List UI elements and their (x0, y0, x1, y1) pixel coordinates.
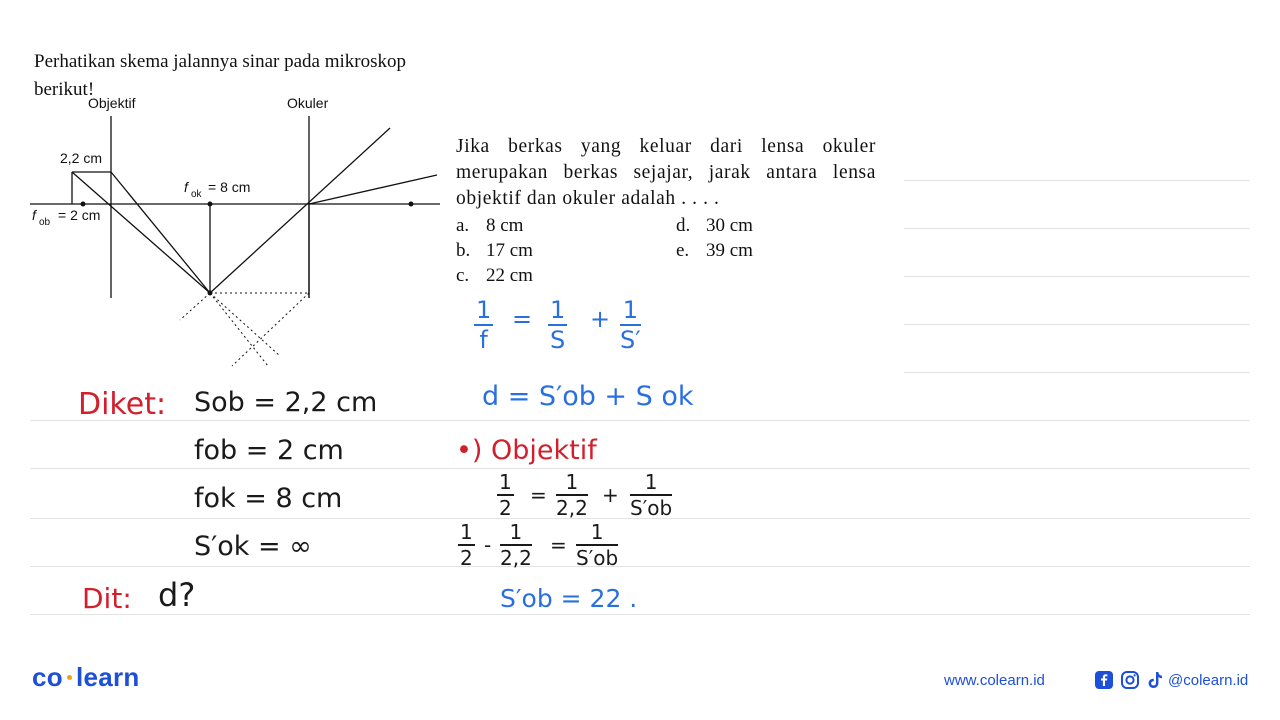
option-key: c. (456, 265, 470, 286)
option-value: 30 cm (706, 215, 753, 236)
given-fob: fob = 2 cm (194, 435, 344, 466)
ruled-line (30, 614, 1250, 615)
option-e[interactable] (676, 239, 753, 263)
lens-formula-equals: = (512, 305, 533, 333)
lens-formula-plus: + (590, 305, 611, 333)
colearn-logo[interactable]: co learn (32, 662, 140, 692)
option-key: d. (676, 215, 691, 236)
option-value: 39 cm (706, 240, 753, 261)
fob-value: = 2 cm (58, 207, 101, 223)
option-key: e. (676, 240, 690, 261)
ruled-line (30, 468, 1250, 469)
ruled-line (30, 420, 1250, 421)
option-d[interactable] (676, 214, 753, 238)
fob-symbol: f (32, 207, 36, 223)
step1-plus: + (602, 483, 619, 507)
ruled-line (904, 228, 1250, 229)
facebook-icon[interactable] (1094, 670, 1114, 690)
step1-equals: = (530, 483, 547, 507)
ruled-line (904, 324, 1250, 325)
lens-formula-term1: $\frac{1}{S}$ (550, 296, 566, 354)
option-key: a. (456, 215, 470, 236)
ruled-line (904, 180, 1250, 181)
lens-formula-term2: $\frac{1}{S'}$ (620, 296, 641, 354)
step2-equals: = (550, 533, 567, 557)
objective-heading: •) Objektif (456, 435, 597, 466)
ruled-line (30, 566, 1250, 567)
given-label: Diket: (78, 387, 167, 422)
ruled-line (904, 372, 1250, 373)
objective-label: Objektif (88, 95, 136, 111)
distance-formula: d = S′ob + S ok (482, 381, 694, 412)
instagram-icon[interactable] (1120, 670, 1140, 690)
fok-value: = 8 cm (208, 179, 251, 195)
option-b[interactable] (456, 239, 533, 263)
step1-term2: $\frac{1}{S'ob}$ (630, 470, 673, 520)
option-key: b. (456, 240, 471, 261)
step2-a: $\frac{1}{2}$ (460, 520, 473, 570)
ocular-label: Okuler (287, 95, 329, 111)
option-a[interactable] (456, 214, 523, 238)
question-intro: Perhatikan skema jalannya sinar pada mikroskop berikut! (34, 51, 406, 100)
given-fok: fok = 8 cm (194, 483, 343, 514)
option-value: 8 cm (486, 215, 524, 236)
objective-result: S′ob = 22 . (500, 584, 638, 613)
website-link[interactable]: www.colearn.id (944, 672, 1045, 689)
given-s-ok: S′ok = ∞ (194, 531, 312, 562)
asked-value: d? (158, 576, 196, 614)
asked-label: Dit: (82, 582, 132, 615)
step2-minus: - (484, 533, 492, 557)
step2-c: $\frac{1}{S'ob}$ (576, 520, 619, 570)
step1-term1: $\frac{1}{2,2}$ (556, 470, 588, 520)
fok-symbol: f (184, 179, 188, 195)
question-text: Jika berkas yang keluar dari lensa okuler merupakan berkas sejajar, jarak antara lensa objektif dan okuler adalah . . . . (456, 136, 876, 209)
social-handle: @colearn.id (1168, 672, 1249, 689)
step1-lhs: $\frac{1}{2}$ (499, 470, 512, 520)
option-value: 22 cm (486, 265, 533, 286)
given-sob: Sob = 2,2 cm (194, 387, 378, 418)
fob-subscript: ob (39, 217, 51, 228)
option-c[interactable] (456, 264, 533, 288)
microscope-ray-diagram (0, 0, 460, 380)
lens-formula-lhs: $\frac{1}{f}$ (476, 296, 492, 354)
ruled-line (904, 276, 1250, 277)
tiktok-icon[interactable] (1145, 670, 1165, 690)
fok-subscript: ok (191, 189, 202, 200)
object-height-label: 2,2 cm (60, 150, 103, 166)
step2-b: $\frac{1}{2,2}$ (500, 520, 532, 570)
option-value: 17 cm (486, 240, 533, 261)
